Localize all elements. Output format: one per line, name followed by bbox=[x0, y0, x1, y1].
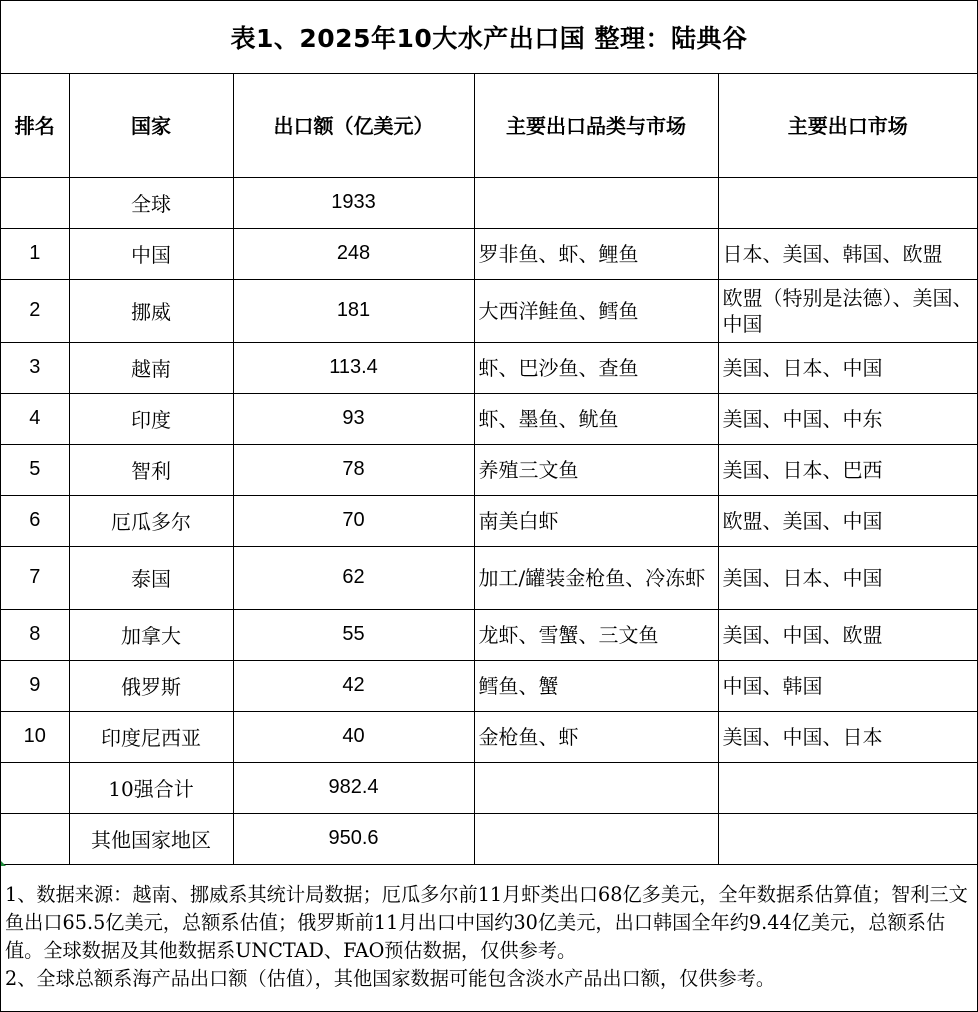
cell-country: 智利 bbox=[69, 444, 233, 495]
table-row bbox=[1, 546, 977, 609]
cell-country: 厄瓜多尔 bbox=[69, 495, 233, 546]
header-amount: 出口额（亿美元） bbox=[233, 73, 474, 177]
cell-amount: 70 bbox=[233, 495, 474, 546]
cell-markets: 美国、中国、日本 bbox=[718, 711, 977, 762]
table-row bbox=[1, 342, 977, 393]
cell-rank: 8 bbox=[1, 609, 69, 660]
table-row bbox=[1, 609, 977, 660]
cell-rank: 2 bbox=[1, 279, 69, 342]
table-row bbox=[1, 393, 977, 444]
cell-items: 养殖三文鱼 bbox=[474, 444, 718, 495]
cell-markets: 中国、韩国 bbox=[718, 660, 977, 711]
cell-items: 鳕鱼、蟹 bbox=[474, 660, 718, 711]
table-title: 表1、2025年10大水产出口国 整理：陆典谷 bbox=[1, 1, 977, 74]
cell-country: 加拿大 bbox=[69, 609, 233, 660]
table-row bbox=[1, 228, 977, 279]
cell-markets: 欧盟、美国、中国 bbox=[718, 495, 977, 546]
cell-amount: 113.4 bbox=[233, 342, 474, 393]
cell-country: 其他国家地区 bbox=[69, 813, 233, 864]
cell-markets bbox=[718, 813, 977, 864]
cell-items: 加工/罐装金枪鱼、冷冻虾 bbox=[474, 546, 718, 609]
cell-country: 10强合计 bbox=[69, 762, 233, 813]
cell-amount: 181 bbox=[233, 279, 474, 342]
cell-rank: 5 bbox=[1, 444, 69, 495]
cell-country: 全球 bbox=[69, 177, 233, 228]
cell-country: 泰国 bbox=[69, 546, 233, 609]
cell-markets bbox=[718, 762, 977, 813]
cell-country: 挪威 bbox=[69, 279, 233, 342]
cell-amount: 93 bbox=[233, 393, 474, 444]
header-country: 国家 bbox=[69, 73, 233, 177]
cell-rank: 1 bbox=[1, 228, 69, 279]
cell-markets: 美国、日本、中国 bbox=[718, 546, 977, 609]
cell-country: 越南 bbox=[69, 342, 233, 393]
cell-amount: 78 bbox=[233, 444, 474, 495]
cell-country: 俄罗斯 bbox=[69, 660, 233, 711]
footnote-2: 2、全球总额系海产品出口额（估值），其他国家数据可能包含淡水产品出口额，仅供参考。 bbox=[5, 967, 776, 990]
cell-items bbox=[474, 177, 718, 228]
cell-amount: 40 bbox=[233, 711, 474, 762]
table-row bbox=[1, 711, 977, 762]
export-table bbox=[1, 73, 977, 865]
table-row bbox=[1, 495, 977, 546]
table-row bbox=[1, 762, 977, 813]
cell-country: 印度 bbox=[69, 393, 233, 444]
cell-markets: 美国、中国、欧盟 bbox=[718, 609, 977, 660]
cell-rank bbox=[1, 762, 69, 813]
cell-rank: 4 bbox=[1, 393, 69, 444]
cell-rank: 6 bbox=[1, 495, 69, 546]
header-items: 主要出口品类与市场 bbox=[474, 73, 718, 177]
cell-items: 金枪鱼、虾 bbox=[474, 711, 718, 762]
table-row bbox=[1, 279, 977, 342]
cell-markets: 美国、中国、中东 bbox=[718, 393, 977, 444]
cell-rank: 10 bbox=[1, 711, 69, 762]
table-row bbox=[1, 177, 977, 228]
cell-items: 龙虾、雪蟹、三文鱼 bbox=[474, 609, 718, 660]
cell-items: 大西洋鲑鱼、鳕鱼 bbox=[474, 279, 718, 342]
table-row bbox=[1, 660, 977, 711]
cell-items bbox=[474, 813, 718, 864]
cell-amount: 950.6 bbox=[233, 813, 474, 864]
header-row bbox=[1, 73, 977, 177]
cell-markets: 美国、日本、中国 bbox=[718, 342, 977, 393]
cell-rank bbox=[1, 813, 69, 864]
footnote-1: 1、数据来源：越南、挪威系其统计局数据；厄瓜多尔前11月虾类出口68亿多美元，全年数据系估算值；智利三文鱼出口65.5亿美元，总额系估值；俄罗斯前11月出口中国约30亿美元，出口韩国全年约9.44亿美元，总额系估值。全球数据及其他数据系UNCTAD、FAO预估数据，仅供参考。 bbox=[5, 883, 968, 962]
cell-amount: 55 bbox=[233, 609, 474, 660]
cell-items: 虾、巴沙鱼、查鱼 bbox=[474, 342, 718, 393]
table-row bbox=[1, 444, 977, 495]
cell-rank: 3 bbox=[1, 342, 69, 393]
cell-markets: 美国、日本、巴西 bbox=[718, 444, 977, 495]
cell-markets: 日本、美国、韩国、欧盟 bbox=[718, 228, 977, 279]
cell-items: 罗非鱼、虾、鲤鱼 bbox=[474, 228, 718, 279]
cell-country: 印度尼西亚 bbox=[69, 711, 233, 762]
footnotes bbox=[1, 863, 977, 993]
cell-rank: 9 bbox=[1, 660, 69, 711]
cell-amount: 42 bbox=[233, 660, 474, 711]
cell-amount: 248 bbox=[233, 228, 474, 279]
cell-amount: 62 bbox=[233, 546, 474, 609]
cell-rank: 7 bbox=[1, 546, 69, 609]
table-row bbox=[1, 813, 977, 864]
header-markets: 主要出口市场 bbox=[718, 73, 977, 177]
cell-items: 虾、墨鱼、鱿鱼 bbox=[474, 393, 718, 444]
header-rank: 排名 bbox=[1, 73, 69, 177]
cell-amount: 982.4 bbox=[233, 762, 474, 813]
cell-country: 中国 bbox=[69, 228, 233, 279]
cell-items: 南美白虾 bbox=[474, 495, 718, 546]
cell-rank bbox=[1, 177, 69, 228]
cell-markets: 欧盟（特别是法德）、美国、中国 bbox=[718, 279, 977, 342]
cell-amount: 1933 bbox=[233, 177, 474, 228]
cell-items bbox=[474, 762, 718, 813]
cell-markets bbox=[718, 177, 977, 228]
